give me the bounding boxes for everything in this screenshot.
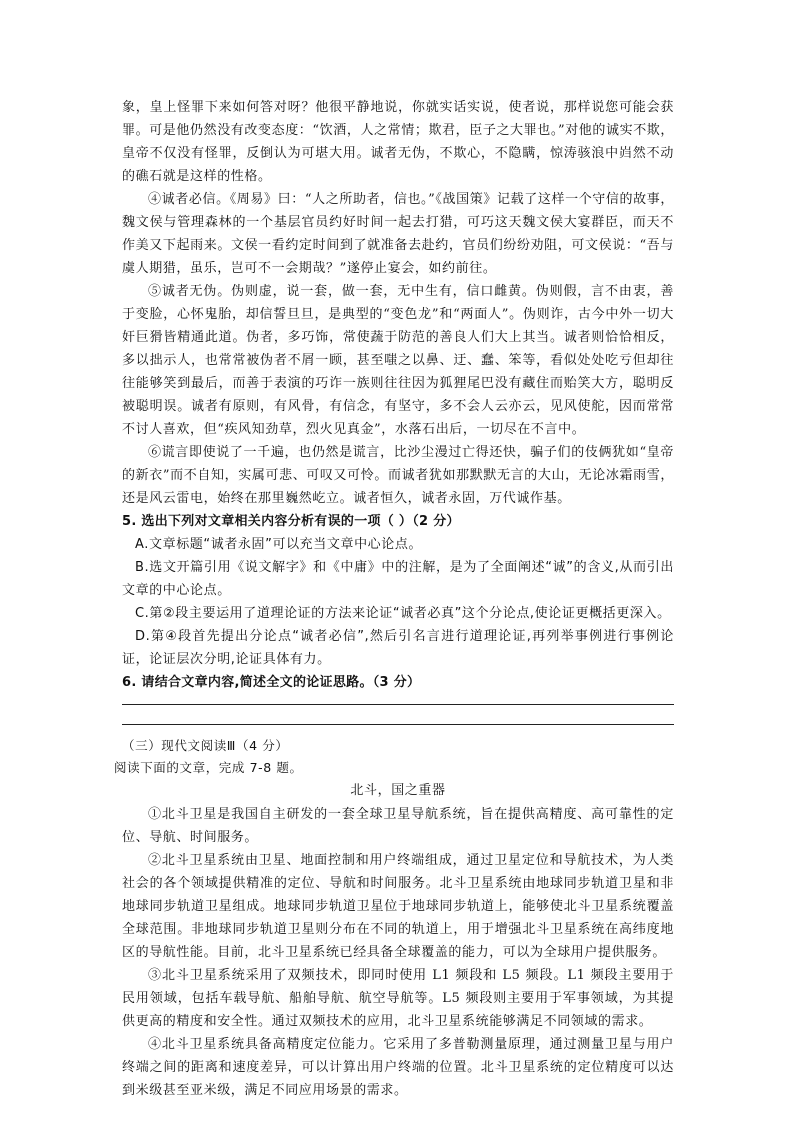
- article-title: 北斗，国之重器: [350, 783, 446, 798]
- article-paragraph-4: ④北斗卫星系统具备高精度定位能力。它采用了多普勒测量原理，通过测量卫星与用户终端之间的距离和速度差异，可以计算出用户终端的位置。北斗卫星系统的定位精度可以达到米级甚至亚米级，满足不同应用场景的需求。: [122, 1037, 674, 1098]
- question-5-stem: 5. 选出下列对文章相关内容分析有误的一项（ ）（2 分）: [122, 514, 460, 529]
- section-instruction: 阅读下面的文章，完成 7-8 题。: [114, 760, 303, 775]
- answer-line[interactable]: [122, 694, 674, 705]
- question-5-option-c: C.第②段主要运用了道理论证的方法来论证“诚者必真”这个分论点,使论证更概括更深入。: [135, 606, 671, 621]
- passage-paragraph-5: ⑤诚者无伪。伪则虚，说一套，做一套，无中生有，信口雌黄。伪则假，言不由衷，善于变脸，心怀鬼胎，却信誓旦旦，是典型的“变色龙”和“两面人”。伪则诈，古今中外一切大奸巨猾皆精通此道。伪者，多巧饰，常使蔬于防范的善良人们大上其当。诚者则恰恰相反，多以拙示人，也常常被伪者不屑一顾，甚至嗤之以鼻、迂、蠢、笨等，看似处处吃亏但却往往能够笑到最后，而善于表演的巧诈一族则往往因为狐狸尾巴没有藏住而贻笑大方，聪明反被聪明误。诚者有原则，有风骨，有信念，有坚守，多不会人云亦云，见风使舵，因而常常不讨人喜欢，但“疾风知劲草，烈火见真金”，水落石出后，一切尽在不言中。: [122, 284, 674, 437]
- article-paragraph-2: ②北斗卫星系统由卫星、地面控制和用户终端组成，通过卫星定位和导航技术，为人类社会的各个领域提供精准的定位、导航和时间服务。北斗卫星系统由地球同步轨道卫星和非地球同步轨道卫星组成。地球同步轨道卫星位于地球同步轨道上，能够使北斗卫星系统覆盖全球范围。非地球同步轨道卫星则分布在不同的轨道上，用于增强北斗卫星系统在高纬度地区的导航性能。目前，北斗卫星系统已经具备全球覆盖的能力，可以为全球用户提供服务。: [122, 853, 674, 960]
- question-5-option-b: B.选文开篇引用《说文解字》和《中庸》中的注解，是为了全面阐述“诚”的含义,从而引出文章的中心论点。: [122, 560, 674, 598]
- question-5-option-a: A.文章标题“诚者永固”可以充当文章中心论点。: [135, 537, 423, 552]
- question-5-option-d: D.第④段首先提出分论点“诚者必信”,然后引名言进行道理论证,再列举事例进行事例论证，论证层次分明,论证具体有力。: [122, 629, 674, 667]
- article-paragraph-1: ①北斗卫星是我国自主研发的一套全球卫星导航系统，旨在提供高精度、高可靠性的定位、导航、时间服务。: [122, 807, 674, 845]
- passage-paragraph-4: ④诚者必信。《周易》曰：“人之所助者，信也。”《战国策》记载了这样一个守信的故事，魏文侯与管理森林的一个基层官员约好时间一起去打猎，可巧这天魏文侯大宴群臣，而天不作美又下起雨来。文侯一看约定时间到了就准备去赴约，官员们纷纷劝阻，可文侯说：“吾与虞人期猎，虽乐，岂可不一会期哉？”遂停止宴会，如约前往。: [122, 192, 674, 276]
- page-content: [114, 96, 674, 1102]
- article-paragraph-3: ③北斗卫星系统采用了双频技术，即同时使用 L1 频段和 L5 频段。L1 频段主要用于民用领域，包括车载导航、船舶导航、航空导航等。L5 频段则主要用于军事领域，为其提供更高的精度和安全性。通过双频技术的应用，北斗卫星系统能够满足不同领域的需求。: [122, 968, 674, 1029]
- passage-paragraph-6: ⑥谎言即使说了一千遍，也仍然是谎言，比沙尘漫过亡得还快，骗子们的伎俩犹如“皇帝的新衣”而不自知，实属可悲、可叹又可怜。而诚者犹如那默默无言的大山，无论冰霜雨雪，还是风云雷电，始终在那里巍然屹立。诚者恒久，诚者永固，万代诚作基。: [122, 445, 674, 506]
- question-6-stem: 6. 请结合文章内容,简述全文的论证思路。（3 分）: [122, 675, 421, 690]
- answer-line[interactable]: [122, 714, 674, 725]
- section-heading: （三）现代文阅读Ⅲ（4 分）: [122, 738, 289, 753]
- passage-paragraph-continued: 象，皇上怪罪下来如何答对呀？他很平静地说，你就实话实说，使者说，那样说您可能会获罪。可是他仍然没有改变态度：“饮酒，人之常情；欺君，臣子之大罪也。”对他的诚实不欺，皇帝不仅没有怪罪，反倒认为可堪大用。诚者无伪，不欺心，不隐瞒，惊涛骇浪中岿然不动的礁石就是这样的性格。: [122, 100, 674, 184]
